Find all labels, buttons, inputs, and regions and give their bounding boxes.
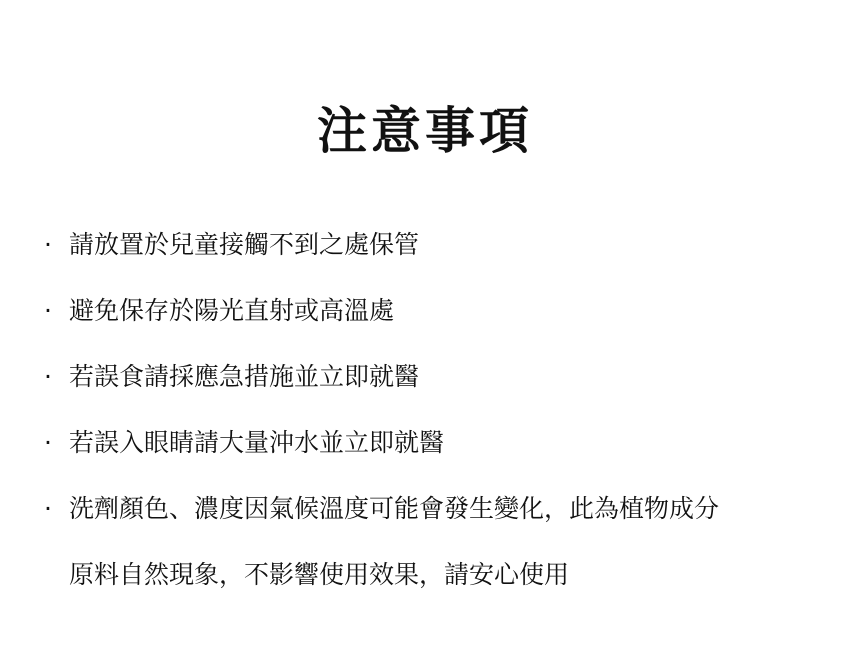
note-item (44, 492, 834, 558)
bullet-dot: · (44, 428, 52, 457)
note-item-continuation (44, 558, 834, 624)
note-item (44, 360, 834, 426)
bullet-dot: · (44, 296, 52, 325)
note-text: 避免保存於陽光直射或高溫處 (69, 296, 395, 325)
page-title: 注意事項 (317, 102, 533, 160)
note-item (44, 294, 834, 360)
note-item (44, 228, 834, 294)
bullet-dot: · (44, 362, 52, 391)
note-text: 若誤入眼睛請大量沖水並立即就醫 (69, 428, 445, 457)
note-item (44, 426, 834, 492)
bullet-dot: · (44, 230, 52, 259)
note-text: 請放置於兒童接觸不到之處保管 (69, 230, 420, 259)
bullet-dot: · (44, 494, 52, 523)
note-text: 洗劑顏色、濃度因氣候溫度可能會發生變化，此為植物成分 (69, 494, 720, 523)
note-text: 原料自然現象，不影響使用效果，請安心使用 (69, 560, 570, 589)
note-text: 若誤食請採應急措施並立即就醫 (69, 362, 420, 391)
notes-list (44, 228, 834, 624)
